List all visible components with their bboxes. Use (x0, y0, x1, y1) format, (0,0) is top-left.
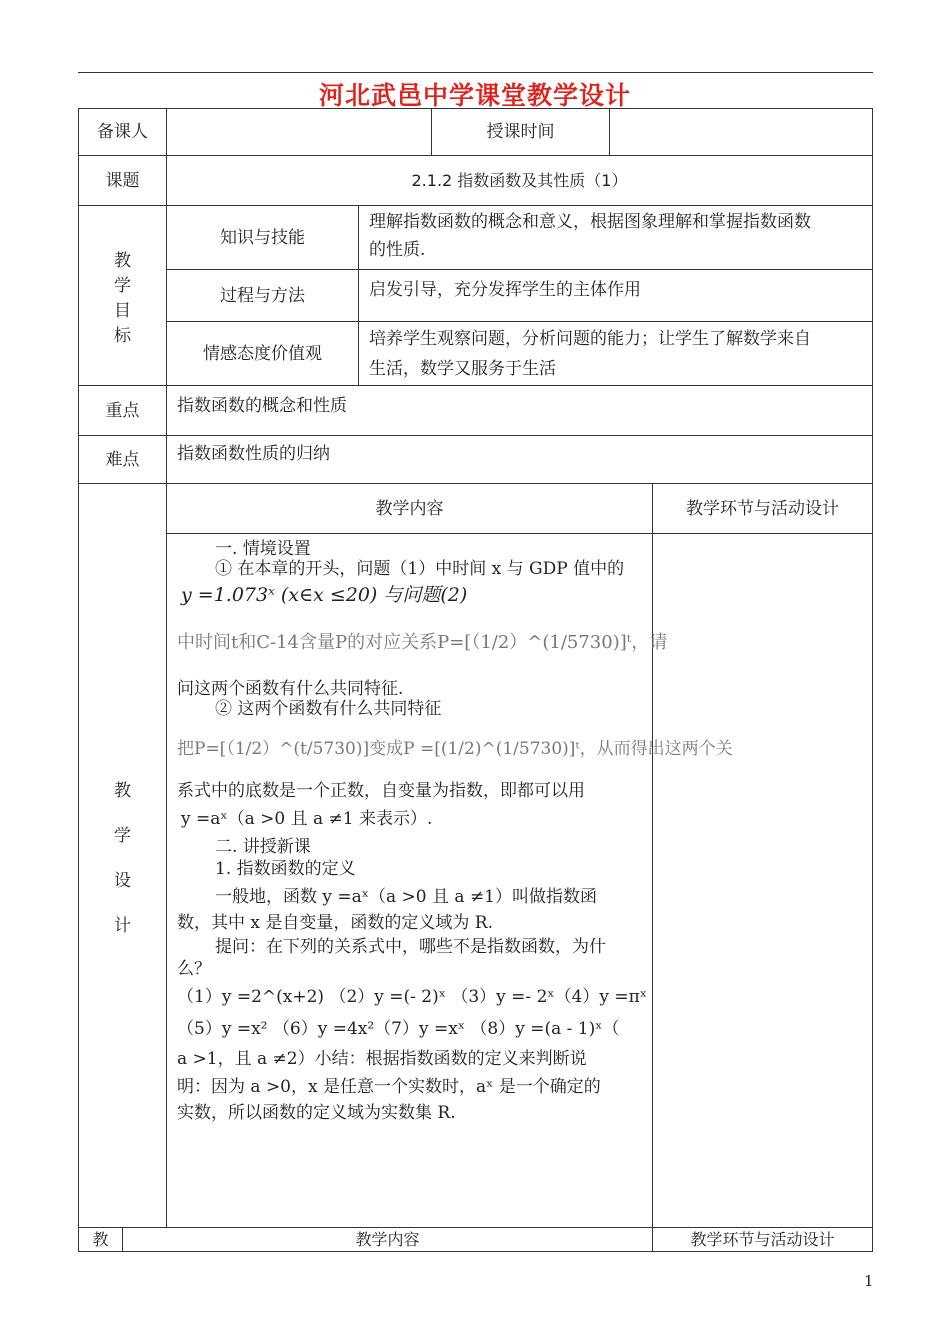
content-line: 么？ (177, 959, 211, 979)
section-heading: 二. 讲授新课 (215, 837, 311, 857)
subsection-heading: 1. 指数函数的定义 (215, 859, 356, 879)
footer-label: 教 (78, 1228, 122, 1252)
formula-line: 中时间t和C-14含量P的对应关系P=[（1/2）^(1/5730)]ᵗ，请 (177, 632, 668, 653)
design-col-content: 教学内容 (166, 484, 652, 534)
objective-knowledge-line: 的性质. (369, 240, 426, 260)
objective-knowledge-label: 知识与技能 (166, 206, 358, 270)
preparer-value (166, 108, 431, 156)
formula-line: （5）y =x² （6）y =4x²（7）y =xˣ （8）y =(a - 1)ˣ（ (177, 1019, 620, 1039)
time-value (609, 108, 873, 156)
objective-knowledge-line: 理解指数函数的概念和意义，根据图象理解和掌握指数函数 (369, 212, 811, 232)
content-line: 数，其中 x 是自变量，函数的定义域为 R. (177, 913, 494, 933)
objective-process-label: 过程与方法 (166, 270, 358, 322)
design-label-char: 教 (114, 780, 131, 801)
difficulty-label: 难点 (78, 436, 166, 484)
objective-attitude-text (358, 322, 873, 386)
objectives-label-char: 学 (114, 275, 131, 296)
design-label (78, 484, 166, 1228)
objectives-label-char: 教 (114, 250, 131, 271)
content-line: 问这两个函数有什么共同特征. (177, 679, 404, 699)
key-point-text: 指数函数的概念和性质 (166, 386, 873, 436)
objective-attitude-line: 生活，数学又服务于生活 (369, 359, 556, 379)
objective-process-line: 启发引导，充分发挥学生的主体作用 (369, 280, 641, 300)
design-label-char: 设 (114, 870, 131, 891)
objectives-label-char: 目 (114, 300, 131, 321)
topic-label: 课题 (78, 156, 166, 206)
top-rule (78, 72, 873, 73)
preparer-label: 备课人 (78, 108, 166, 156)
design-activity-cell (652, 534, 873, 1228)
design-label-char: 学 (114, 825, 131, 846)
content-line: 明：因为 a >0，x 是任意一个实数时，aˣ 是一个确定的 (177, 1077, 601, 1097)
objective-attitude-label: 情感态度价值观 (166, 322, 358, 386)
objective-knowledge-text (358, 206, 873, 270)
page-title: 河北武邑中学课堂教学设计 (318, 81, 631, 110)
content-line: ② 这两个函数有什么共同特征 (215, 699, 442, 719)
objectives-label (78, 206, 166, 386)
content-line: a >1，且 a ≠2）小结：根据指数函数的定义来判断说 (177, 1049, 587, 1069)
topic-value: 2.1.2 指数函数及其性质（1） (166, 156, 873, 206)
content-line: 实数，所以函数的定义域为实数集 R. (177, 1103, 456, 1123)
design-col-activity: 教学环节与活动设计 (652, 484, 873, 534)
content-line: 一般地，函数 y =aˣ（a >0 且 a ≠1）叫做指数函 (215, 887, 598, 907)
content-line: ① 在本章的开头，问题（1）中时间 x 与 GDP 值中的 (215, 559, 625, 579)
content-line: 提问：在下列的关系式中，哪些不是指数函数，为什 (215, 937, 606, 957)
footer-col-activity: 教学环节与活动设计 (652, 1228, 873, 1252)
page-number: 1 (864, 1272, 874, 1290)
time-label: 授课时间 (431, 108, 609, 156)
difficulty-text: 指数函数性质的归纳 (166, 436, 873, 484)
content-line: 系式中的底数是一个正数，自变量为指数，即都可以用 (177, 781, 585, 801)
section-heading: 一. 情境设置 (215, 539, 311, 559)
formula-line: y =aˣ（a >0 且 a ≠1 来表示）. (181, 809, 433, 829)
formula-line: 把P=[（1/2）^(t/5730)]变成P =[(1/2)^(1/5730)]ᵗ，从而得出这两个关 (177, 739, 733, 759)
key-point-label: 重点 (78, 386, 166, 436)
formula-line: （1）y =2^(x+2) （2）y =(- 2)ˣ （3）y =- 2ˣ（4）y =πˣ (177, 987, 648, 1007)
footer-col-content: 教学内容 (122, 1228, 652, 1252)
objective-process-text (358, 270, 873, 322)
objective-attitude-line: 培养学生观察问题，分析问题的能力；让学生了解数学来自 (369, 329, 811, 349)
formula-line: y =1.073ˣ (x∈x ≤20) 与问题(2) (181, 584, 468, 606)
objectives-label-char: 标 (114, 325, 131, 346)
design-label-char: 计 (114, 915, 131, 936)
